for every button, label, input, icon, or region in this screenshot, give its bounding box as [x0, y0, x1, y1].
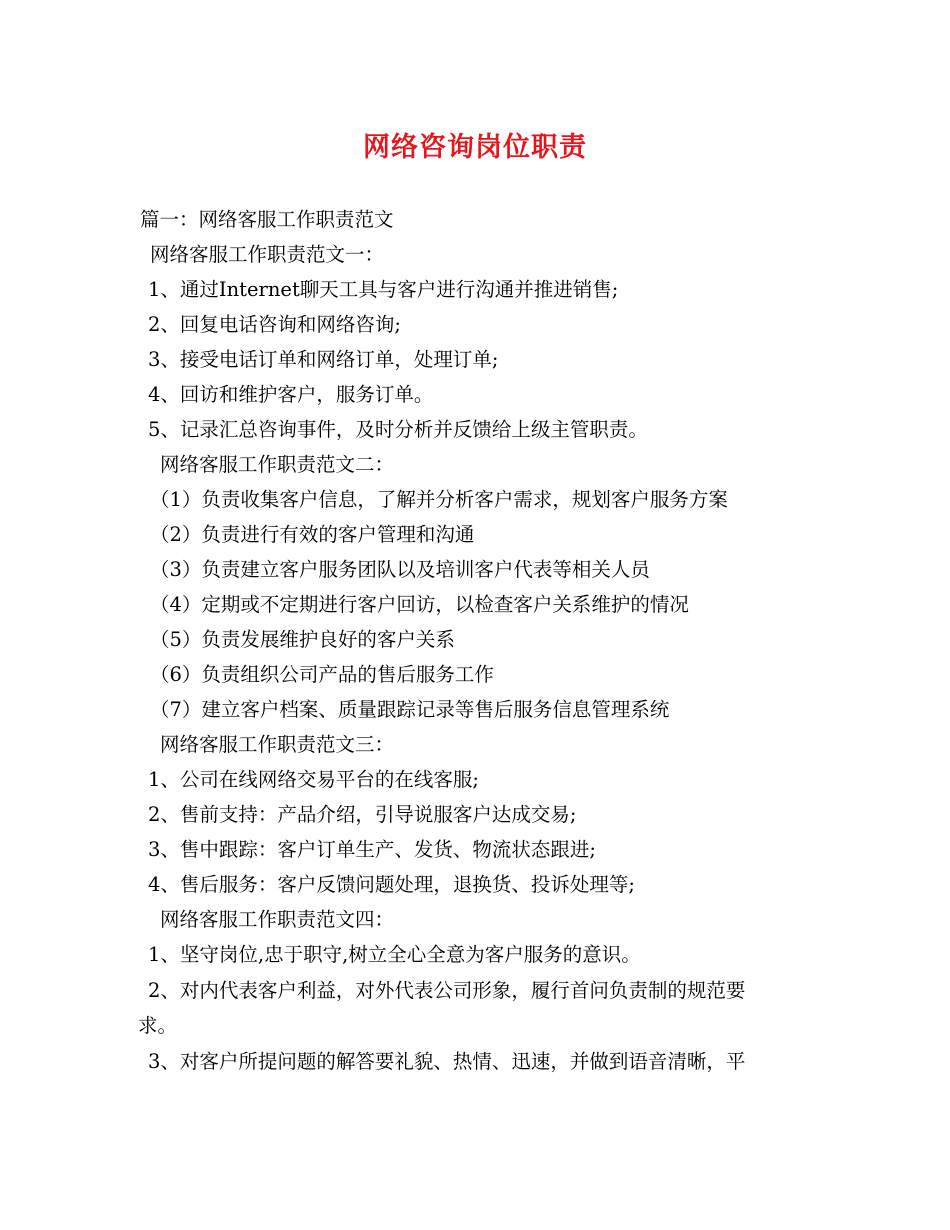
- body-line: 1、公司在线网络交易平台的在线客服;: [148, 768, 479, 791]
- body-line: 3、对客户所提问题的解答要礼貌、热情、迅速，并做到语音清晰，平: [148, 1050, 746, 1073]
- body-line: 网络客服工作职责范文一：: [150, 243, 385, 266]
- body-line: （7）建立客户档案、质量跟踪记录等售后服务信息管理系统: [150, 698, 670, 721]
- document-title: 网络咨询岗位职责: [363, 132, 587, 163]
- body-line: （4）定期或不定期进行客户回访，以检查客户关系维护的情况: [150, 593, 689, 616]
- body-line: （6）负责组织公司产品的售后服务工作: [150, 663, 494, 686]
- body-line: 2、回复电话咨询和网络咨询;: [148, 313, 401, 336]
- body-line: （2）负责进行有效的客户管理和沟通: [150, 523, 475, 546]
- body-line: 求。: [138, 1014, 178, 1037]
- body-line: 网络客服工作职责范文四：: [160, 908, 395, 931]
- body-line: 1、通过Internet聊天工具与客户进行沟通并推进销售;: [148, 278, 619, 301]
- body-line: 3、接受电话订单和网络订单，处理订单;: [148, 348, 499, 371]
- body-line: 网络客服工作职责范文二：: [160, 453, 395, 476]
- body-line: 4、售后服务：客户反馈问题处理，退换货、投诉处理等;: [148, 873, 635, 896]
- body-line: （5）负责发展维护良好的客户关系: [150, 628, 455, 651]
- body-line: 2、售前支持：产品介绍，引导说服客户达成交易;: [148, 803, 577, 826]
- body-line: （1）负责收集客户信息，了解并分析客户需求，规划客户服务方案: [150, 488, 728, 511]
- body-line: 3、售中跟踪：客户订单生产、发货、物流状态跟进;: [148, 838, 596, 861]
- body-line: 1、坚守岗位,忠于职守,树立全心全意为客户服务的意识。: [148, 943, 641, 966]
- body-line: 4、回访和维护客户，服务订单。: [148, 383, 434, 406]
- body-line: （3）负责建立客户服务团队以及培训客户代表等相关人员: [150, 558, 650, 581]
- body-line: 5、记录汇总咨询事件，及时分析并反馈给上级主管职责。: [148, 418, 648, 441]
- body-line: 网络客服工作职责范文三：: [160, 733, 395, 756]
- body-line: 篇一：网络客服工作职责范文: [140, 208, 394, 231]
- body-line: 2、对内代表客户利益，对外代表公司形象，履行首问负责制的规范要: [148, 979, 746, 1002]
